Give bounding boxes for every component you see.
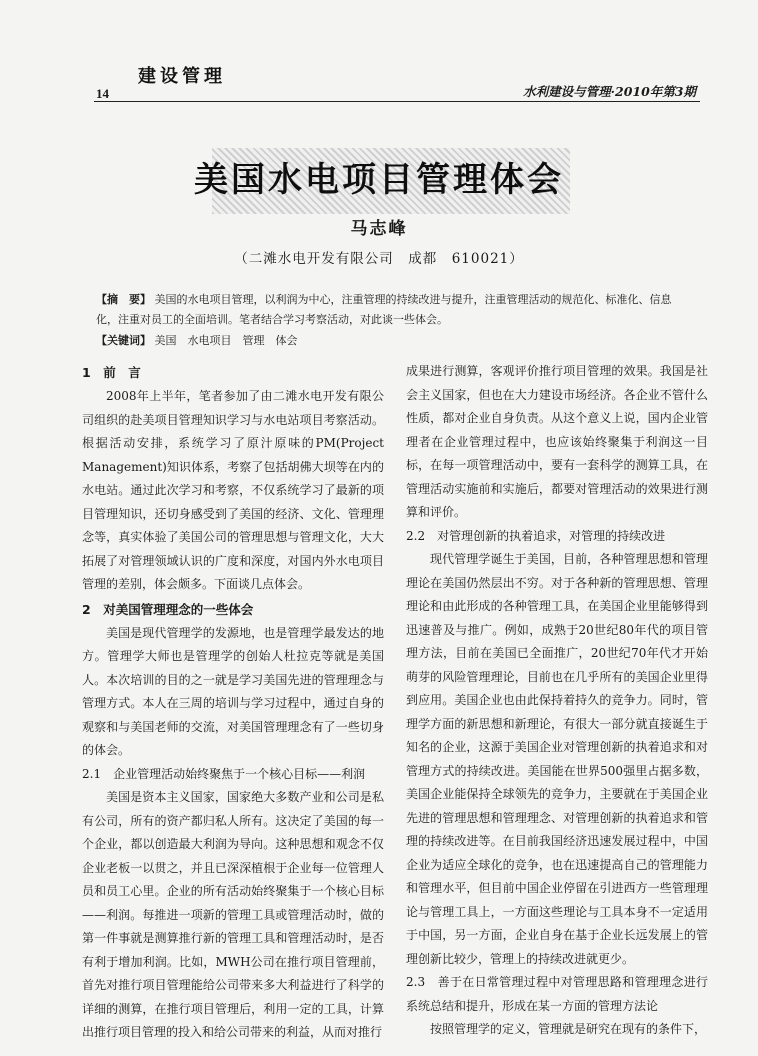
paragraph: 现代管理学诞生于美国，目前，各种管理思想和管理理论在美国仍然层出不穷。对于各种新的管理思想、管理理论和由此形成的各种管理工具，在美国企业里能够得到迅速普及与推广。例如，成熟于20世纪80年代的项目管理方法，目前在美国已全面推广，20世纪70年代才开始萌芽的风险管理理论，目前也在几乎所有的美国企业里得到应用。美国企业也由此保持着持久的竞争力。同时，管理学方面的新思想和新理论，有很大一部分就直接诞生于知名的企业，这源于美国企业对管理创新的执着追求和对管理方式的持续改进。美国能在世界500强里占据多数，美国企业能保持全球领先的竞争力，主要就在于美国企业先进的管理思想和管理理念、对管理创新的执着追求和管理的持续改进等。在目前我国经济迅速发展过程中，中国企业为适应全球化的竞争，也在迅速提高自己的管理能力和管理水平，但目前中国企业停留在引进西方一些管理理论与管理工具上，一方面这些理论与工具本身不一定适用于中国，另一方面，企业自身在基于企业长远发展上的管理创新比较少，管理上的持续改进就更少。 — [406, 552, 708, 966]
heading-2-2: 2.2 对管理创新的执着追求，对管理的持续改进 — [406, 528, 666, 543]
journal-issue: 水利建设与管理·2010年第3期 — [523, 84, 696, 99]
heading-2-1: 2.1 企业管理活动始终聚焦于一个核心目标——利润 — [82, 766, 366, 781]
paragraph: 美国是资本主义国家，国家绝大多数产业和公司是私有公司，所有的资产都归私人所有。这决定了美国的每一个企业，都以创造最大利润为导向。这种思想和观念不仅企业老板一以贯之，并且已深深植根于企业每一位管理人员和员工心里。企业的所有活动始终聚集于一个核心目标——利润。每推进一项新的管理工具或管理活动时，做的第一件事就是测算推行新的管理工具和管理活动时，是否有利于增加利润。比如，MWH公司在推行项目管理前，首先对推行项目管理能给公司带来多大利益进行了科学的详细的测算，在推行项目管理后，利用一定的工具，计算出推行项目管理的投入和给公司带来的利益，从而对推行 — [82, 790, 384, 1039]
left-column — [82, 360, 384, 1045]
section-tag: 建设管理 — [138, 66, 226, 87]
header-rule — [94, 101, 700, 102]
right-column — [406, 360, 708, 1042]
paragraph: 美国是现代管理学的发源地，也是管理学最发达的地方。管理学大师也是管理学的创始人杜拉克等就是美国人。本次培训的目的之一就是学习美国先进的管理理念与管理方式。本人在三周的培训与学习过程中，通过自身的观察和与美国老师的交流，对美国管理理念有了一些切身的体会。 — [82, 625, 384, 757]
page-number: 14 — [96, 86, 109, 101]
paragraph: 成果进行测算，客观评价推行项目管理的效果。我国是社会主义国家，但也在大力建设市场经济。各企业不管什么性质，都对企业自身负责。从这个意义上说，国内企业管理者在企业管理过程中，也应该始终聚集于利润这一目标，在每一项管理活动中，要有一套科学的测算工具，在管理活动实施前和实施后，都要对管理活动的效果进行测算和评价。 — [406, 364, 708, 519]
author-affiliation: （二滩水电开发有限公司 成都 610021） — [234, 251, 524, 267]
paragraph: 按照管理学的定义，管理就是研究在现有的条件下， — [430, 1022, 707, 1036]
heading-section-2: 2 对美国管理理念的一些体会 — [82, 601, 254, 617]
keywords-label: 【关键词】 — [96, 334, 151, 347]
article-author: 马志峰 — [350, 219, 408, 239]
abstract-text: 美国的水电项目管理，以利润为中心，注重管理的持续改进与提升，注重管理活动的规范化、标准化、信息化，注重对员工的全面培训。笔者结合学习考察活动，对此谈一些体会。 — [96, 293, 672, 326]
heading-2-3: 2.3 善于在日常管理过程中对管理思路和管理理念进行系统总结和提升，形成在某一方面的管理方法论 — [406, 975, 708, 1013]
keywords-text: 美国 水电项目 管理 体会 — [154, 334, 298, 347]
abstract — [96, 290, 690, 330]
article-title: 美国水电项目管理体会 — [194, 160, 564, 200]
abstract-label: 【摘 要】 — [96, 293, 151, 306]
paragraph: 2008年上半年，笔者参加了由二滩水电开发有限公司组织的赴美项目管理知识学习与水电站项目考察活动。根据活动安排，系统学习了原汁原味的PM(Project Management)知识体系，考察了包括胡佛大坝等在内的水电站。通过此次学习和考察，不仅系统学习了最新的项目管理知识，还切身感受到了美国的经济、文化、管理理念等，真实体验了美国公司的管理思想与管理文化，大大拓展了对管理领域认识的广度和深度，对国内外水电项目管理的差别，体会颇多。下面谈几点体会。 — [82, 389, 384, 591]
heading-introduction: 1 前 言 — [82, 365, 141, 380]
keywords — [96, 331, 690, 351]
abstract-block — [96, 290, 690, 351]
